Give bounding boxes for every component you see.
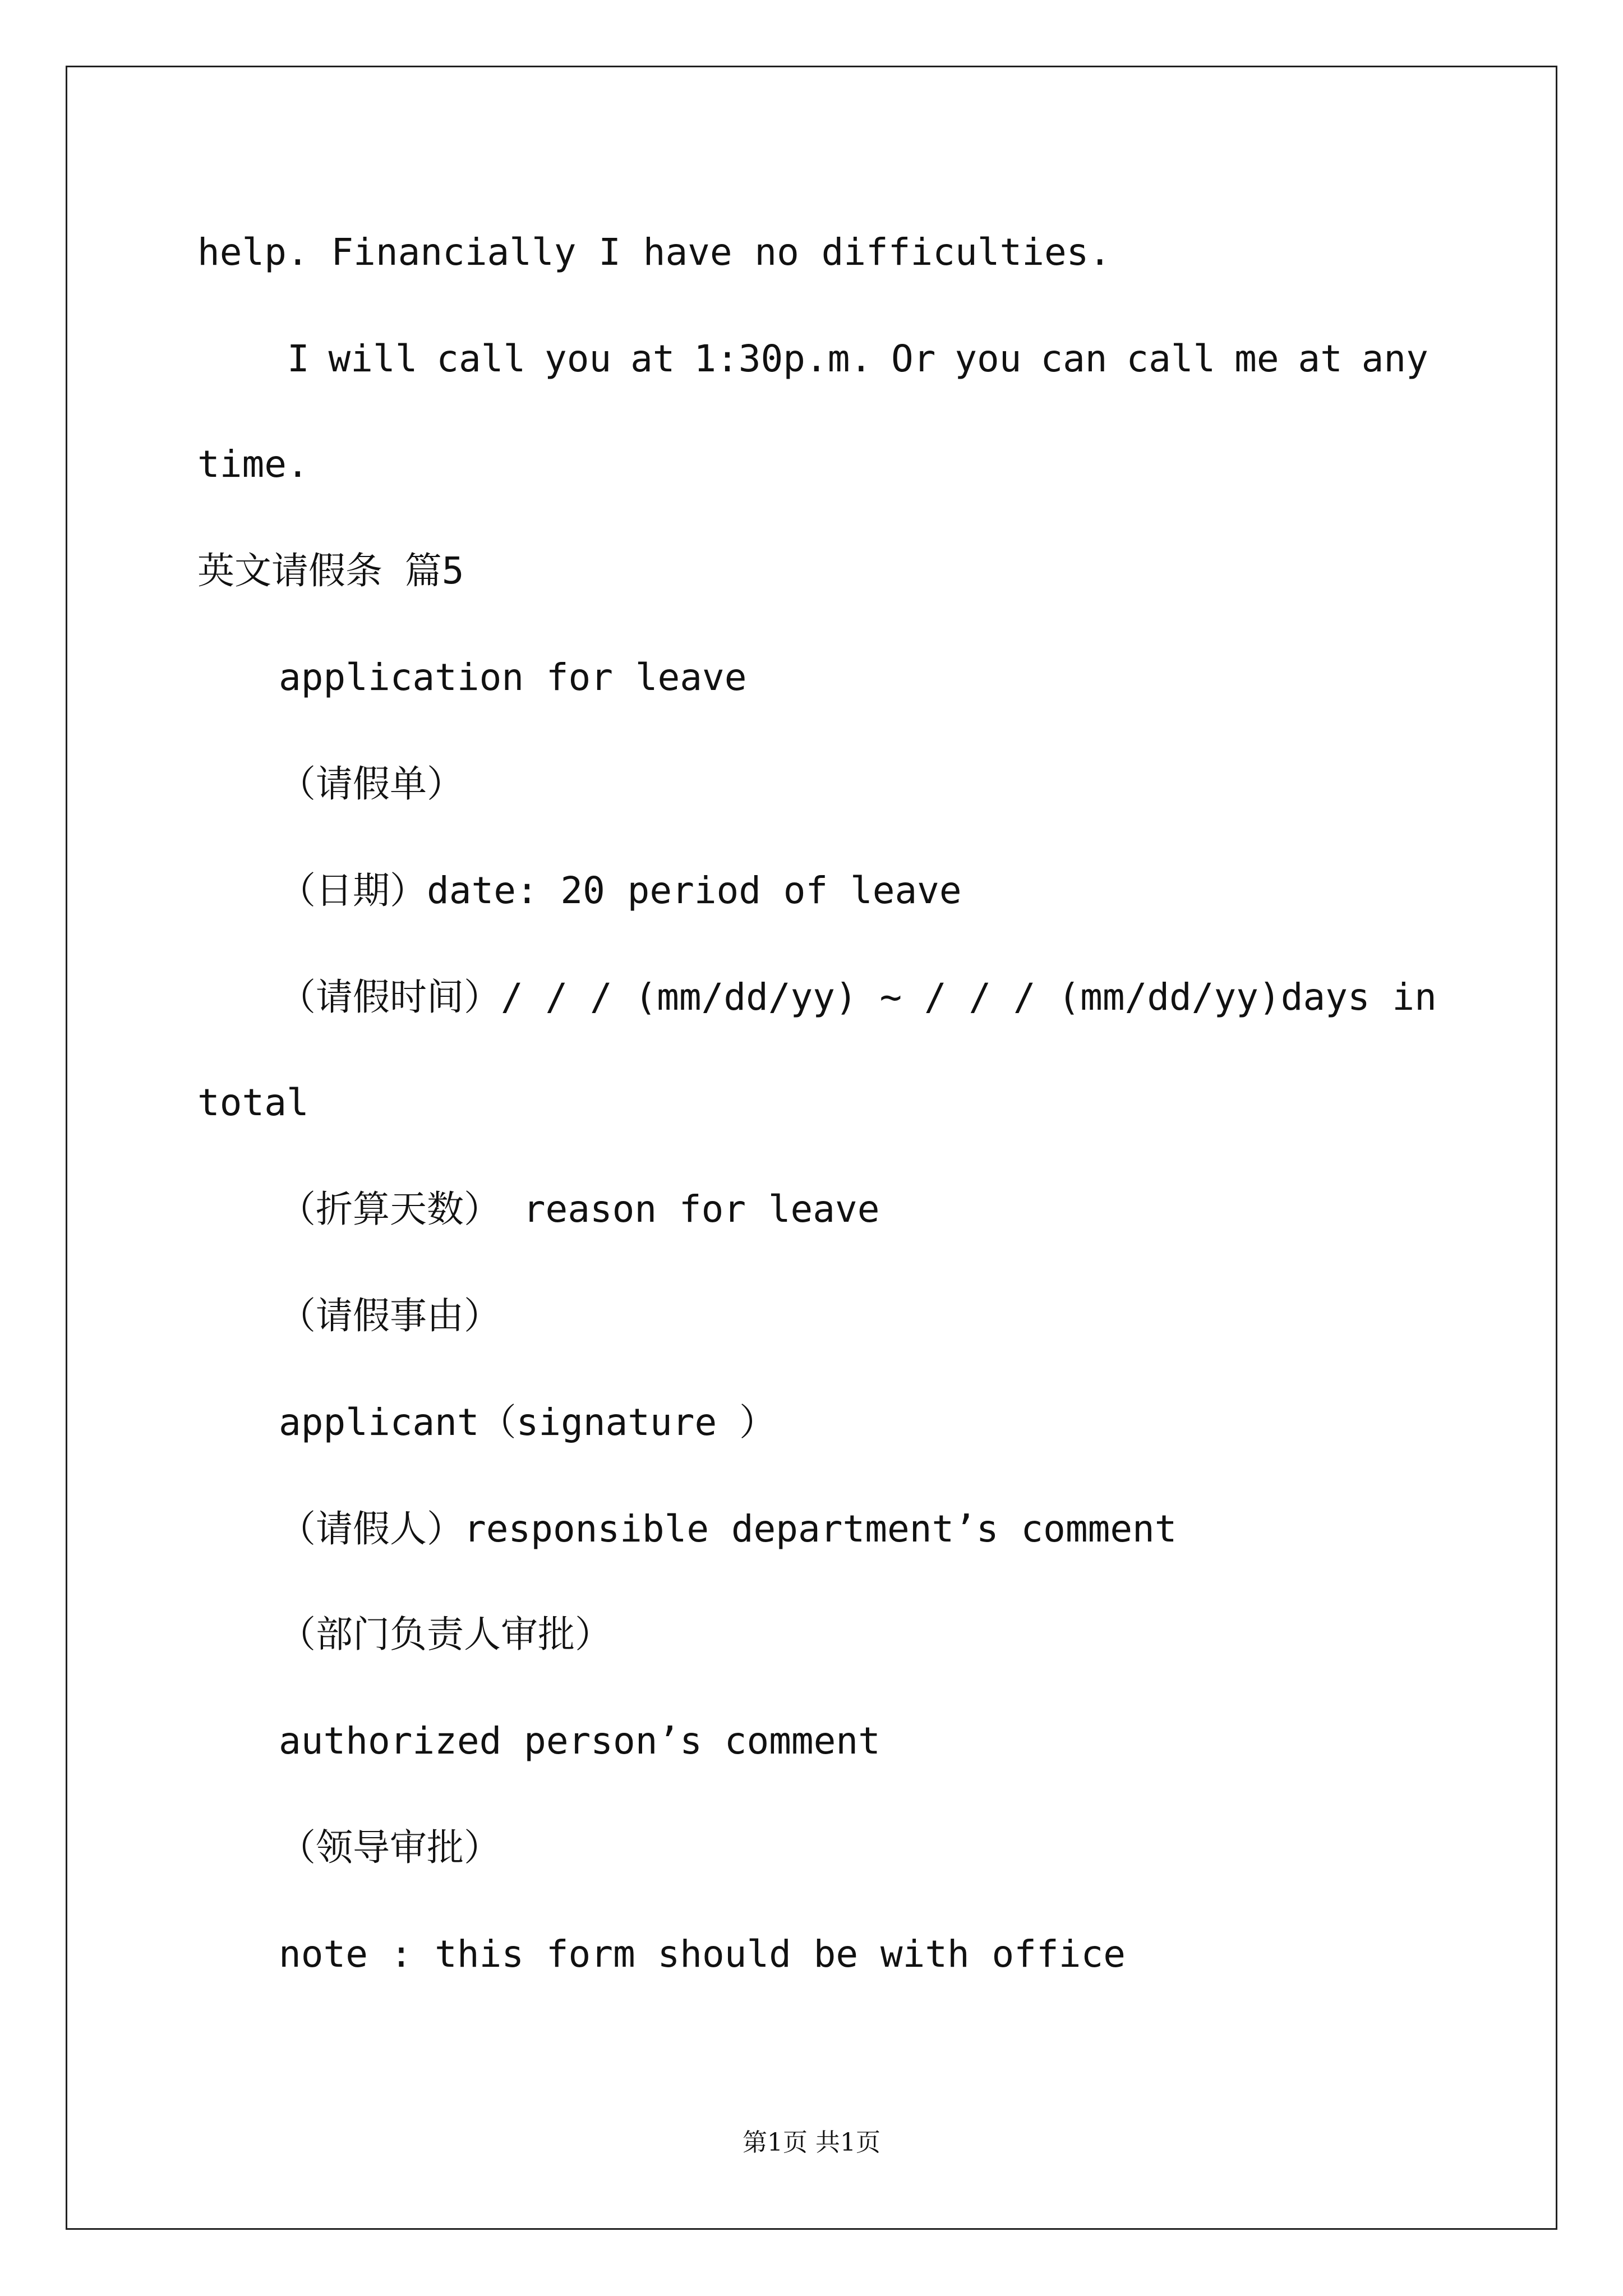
word: can xyxy=(1040,337,1108,380)
word: call xyxy=(436,337,526,380)
text-line-12: applicant（signature ） xyxy=(279,1401,776,1444)
section-heading: 英文请假条 篇5 xyxy=(197,549,464,592)
word: 1:30p.m. xyxy=(694,337,873,380)
page-footer: 第1页 共1页 xyxy=(743,2128,880,2157)
word: call xyxy=(1126,337,1216,380)
text-line-2 xyxy=(287,334,1428,384)
word: any xyxy=(1361,337,1428,380)
text-line-11: （请假事由） xyxy=(279,1294,501,1337)
word: Or xyxy=(891,337,936,380)
text-line-10: （折算天数） reason for leave xyxy=(279,1188,880,1231)
word: you xyxy=(545,337,612,380)
word: you xyxy=(955,337,1022,380)
text-line-6: （请假单） xyxy=(279,762,464,806)
text-line-16: （领导审批） xyxy=(279,1826,501,1869)
word: will xyxy=(328,337,418,380)
word: at xyxy=(1298,337,1343,380)
text-line-7: （日期）date: 20 period of leave xyxy=(279,869,962,912)
text-line-5: application for leave xyxy=(279,656,747,699)
text-line-1: help. Financially I have no difficulties. xyxy=(197,231,1112,274)
text-line-3: time. xyxy=(197,443,309,486)
page-border xyxy=(66,66,1557,2230)
text-line-17: note : this form should be with office xyxy=(279,1932,1126,1976)
text-line-14: （部门负责人审批） xyxy=(279,1613,612,1656)
text-line-13: （请假人）responsible department’s comment xyxy=(279,1507,1177,1550)
word: at xyxy=(630,337,675,380)
text-line-15: authorized person’s comment xyxy=(279,1719,880,1763)
text-line-8: （请假时间）/ / / (mm/dd/yy) ~ / / / (mm/dd/yy)days in xyxy=(279,976,1437,1019)
text-line-9: total xyxy=(197,1081,309,1124)
word: I xyxy=(287,337,310,380)
word: me xyxy=(1234,337,1279,380)
